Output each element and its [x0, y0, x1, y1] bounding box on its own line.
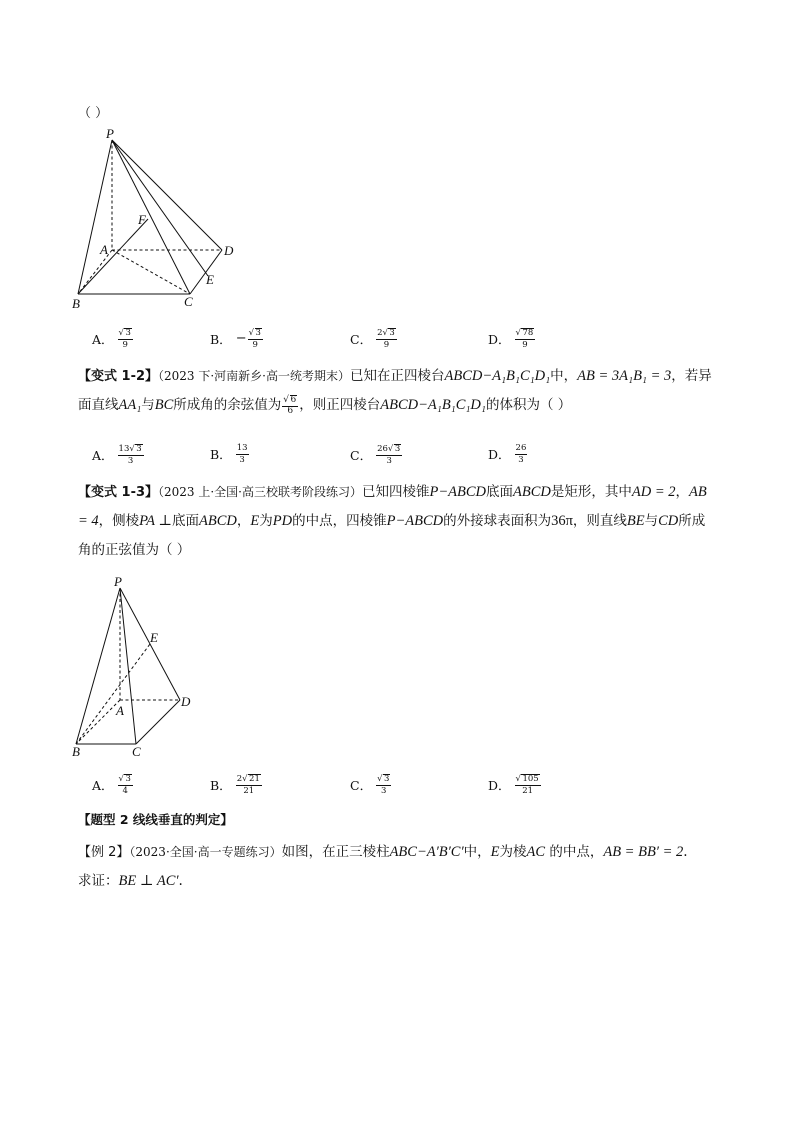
choice-letter: D．	[488, 777, 511, 793]
text: 底面	[486, 484, 513, 500]
figure-pyramid-2-svg	[66, 570, 216, 760]
math: AC	[526, 844, 546, 860]
figure-pyramid-1	[66, 124, 246, 314]
choice-fraction: $\frac{13}{3}$	[236, 443, 248, 465]
fig1-label-B: B	[72, 296, 80, 311]
choice-letter: B．	[210, 331, 232, 347]
fig1-label-E: E	[206, 272, 214, 287]
text: 是矩形，其中	[550, 484, 632, 500]
text: 所成角的正弦值为（ ）	[78, 513, 706, 558]
inline-fraction: $\frac{√ 6}{6}$	[283, 395, 297, 416]
text: 中，	[463, 844, 491, 860]
choice-fraction: $\frac{√ 105}{21}$	[515, 774, 539, 796]
math: ABCD	[199, 513, 237, 529]
choice-option[interactable]	[92, 328, 133, 349]
choice-letter: C．	[350, 331, 373, 347]
choice-fraction: $\frac{√ 3}{4}$	[118, 774, 131, 796]
choice-option[interactable]	[350, 444, 402, 465]
math: 36π	[551, 513, 573, 529]
text: 已知在正四棱台	[350, 368, 445, 384]
text: 为棱	[499, 844, 527, 860]
choice-option[interactable]	[92, 774, 133, 795]
choice-letter: A．	[92, 777, 114, 793]
math: BE	[626, 513, 645, 529]
text: ，则直线	[572, 513, 627, 529]
edge-PD	[112, 140, 222, 250]
choice-letter: B．	[210, 447, 232, 462]
choices-q3	[92, 774, 612, 800]
choice-fraction: $\frac{√ 3}{3}$	[377, 774, 390, 796]
fig2-label-A: A	[116, 703, 124, 718]
edge-PC	[112, 140, 190, 294]
fig1-label-P: P	[106, 126, 114, 141]
text: .	[683, 844, 688, 860]
choice-fraction: $\frac{√ 78}{9}$	[515, 328, 534, 350]
choice-option[interactable]	[350, 774, 391, 795]
edge-PB	[78, 140, 112, 294]
variant-1-2	[78, 362, 718, 420]
text: 底面	[172, 513, 200, 529]
edge-BE-hidden	[76, 644, 150, 744]
edge-CD	[136, 700, 180, 744]
figure-pyramid-1-svg	[66, 124, 246, 314]
choice-option[interactable]	[488, 444, 527, 464]
math: P−ABCD	[386, 513, 444, 529]
choice-option[interactable]	[210, 444, 249, 464]
text: 为	[259, 513, 273, 529]
choice-letter: B．	[210, 777, 232, 793]
text: .	[178, 873, 183, 889]
math: AD = 2	[631, 484, 676, 500]
text: 的中点，四棱锥	[292, 513, 387, 529]
choice-letter: C．	[350, 777, 373, 793]
section-heading: 【题型 2 线线垂直的判定】	[78, 812, 233, 827]
choice-letter: A．	[92, 331, 114, 347]
text: 与	[141, 397, 155, 413]
text: 如图，在正三棱柱	[281, 844, 390, 860]
text: ，侧棱	[98, 513, 140, 529]
example-2	[78, 838, 718, 896]
choice-option[interactable]	[488, 774, 541, 795]
fig1-label-A: A	[100, 242, 108, 257]
math: AB = 3A₁B₁ = 3	[577, 368, 672, 384]
fig1-label-D: D	[224, 243, 234, 258]
math: PD	[272, 513, 293, 529]
math: BC	[154, 397, 174, 413]
choice-fraction: $\frac{√ 3}{9}$	[248, 328, 261, 350]
text: 与	[644, 513, 659, 529]
source-note: （2023·全国·高一专题练习）	[129, 845, 282, 859]
text: 中，	[550, 368, 578, 384]
choice-fraction: $\frac{2√ 21}{21}$	[236, 774, 260, 796]
fig2-label-E: E	[150, 630, 158, 645]
choice-letter: A．	[92, 447, 114, 463]
math: ABCD	[513, 484, 551, 500]
math: ABC−A′B′C′	[389, 844, 464, 860]
edge-PC	[120, 588, 136, 744]
choice-option[interactable]	[92, 444, 144, 465]
choice-letter: C．	[350, 447, 373, 463]
fig2-label-D: D	[181, 694, 191, 709]
fig2-label-B: B	[72, 744, 80, 759]
source-note: （2023 下·河南新乡·高一统考期末）	[158, 369, 350, 383]
math: AB = BB′ = 2	[603, 844, 684, 860]
math: ABCD−A₁B₁C₁D₁	[444, 368, 551, 384]
variant-1-3	[78, 478, 718, 565]
choice-option[interactable]	[210, 328, 263, 349]
text: ，	[236, 513, 251, 529]
choice-option[interactable]	[488, 328, 535, 349]
math: PA ⊥	[139, 513, 173, 529]
answer-parentheses: （ ）	[78, 106, 109, 121]
edge-PB	[76, 588, 120, 744]
choice-fraction: $\frac{2√ 3}{9}$	[377, 328, 395, 350]
choices-q2	[92, 444, 612, 470]
text: 的中点，	[545, 844, 604, 860]
text: 的体积为（ ）	[485, 397, 572, 413]
choice-option[interactable]	[210, 774, 262, 795]
text: ，则正四棱台	[299, 397, 381, 413]
choices-q1	[92, 328, 612, 354]
math: E	[250, 513, 260, 529]
choice-letter: D．	[488, 447, 511, 462]
math: BE ⊥ AC′	[118, 873, 179, 889]
text: 所成角的余弦值为	[173, 397, 282, 413]
figure-pyramid-2	[66, 570, 216, 760]
variant-tag: 【变式 1-2】	[78, 369, 159, 384]
text: 求证：	[78, 873, 119, 889]
choice-letter: D．	[488, 331, 511, 347]
text: ，	[675, 484, 689, 500]
edge-BF	[78, 219, 148, 294]
choice-fraction: $\frac{26}{3}$	[515, 443, 527, 465]
fig2-label-C: C	[132, 744, 141, 759]
math: ABCD−A₁B₁C₁D₁	[380, 397, 486, 413]
math: P−ABCD	[429, 484, 486, 500]
math: CD	[658, 513, 679, 529]
fig1-label-F: F	[138, 212, 146, 227]
fig1-label-C: C	[184, 294, 193, 309]
math: AA₁	[118, 397, 142, 413]
choice-fraction: $\frac{26√ 3}{3}$	[377, 444, 401, 466]
source-note: （2023 上·全国·高三校联考阶段练习）	[158, 485, 362, 499]
fig2-label-P: P	[114, 574, 122, 589]
math: E	[490, 844, 500, 860]
text: 已知四棱锥	[362, 484, 430, 500]
choice-option[interactable]	[350, 328, 397, 349]
edge-PE	[112, 140, 208, 276]
text: 的外接球表面积为	[443, 513, 552, 529]
text: ，若异面直线	[78, 368, 712, 413]
example-tag: 【例 2】	[78, 845, 130, 860]
variant-tag: 【变式 1-3】	[78, 485, 159, 500]
math: AB = 4	[78, 484, 707, 529]
choice-fraction: $\frac{13√ 3}{3}$	[118, 444, 142, 466]
choice-sign: −	[235, 331, 247, 346]
choice-fraction: $\frac{√ 3}{9}$	[118, 328, 131, 350]
